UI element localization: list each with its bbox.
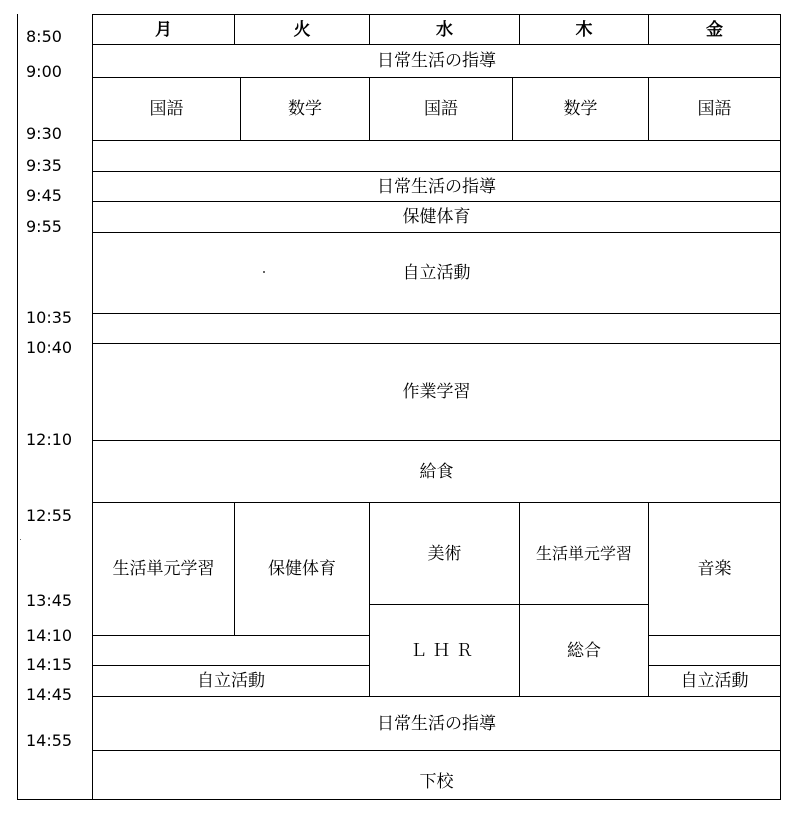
independent-activity-row: 自立活動	[402, 263, 471, 283]
class-mon-kokugo: 国語	[149, 99, 184, 119]
independent-activity-mon-tue: 自立活動	[197, 671, 265, 691]
time-column-left-border	[17, 14, 18, 800]
time-label: 12:10	[26, 430, 73, 449]
daily-guidance-afternoon: 日常生活の指導	[377, 713, 496, 734]
stray-mark	[20, 539, 21, 540]
time-label: 14:45	[26, 685, 73, 704]
time-label: 9:35	[26, 156, 62, 175]
row-line-1410-right	[648, 635, 781, 636]
dismissal-row: 下校	[419, 772, 454, 792]
time-label: 12:55	[26, 506, 73, 525]
health-pe-row: 保健体育	[402, 207, 471, 227]
time-label: 9:45	[26, 186, 62, 205]
day-header-wed: 水	[436, 19, 453, 40]
class-thu-life-unit: 生活単元学習	[535, 543, 632, 563]
table-right-border	[780, 14, 781, 800]
table-bottom-border	[17, 799, 781, 800]
work-study-row: 作業学習	[402, 382, 471, 402]
time-label: 14:10	[26, 626, 73, 645]
time-label: 10:40	[26, 338, 73, 357]
stray-mark	[263, 271, 265, 273]
class-wed-lhr: ＬＨＲ	[410, 640, 479, 661]
day-header-thu: 木	[575, 19, 593, 40]
time-label: 9:55	[26, 217, 62, 236]
time-label: 14:15	[26, 655, 73, 674]
class-wed-art: 美術	[427, 543, 462, 564]
class-fri-music: 音楽	[697, 559, 732, 579]
day-header-mon: 月	[155, 19, 172, 40]
class-tue-health-pe: 保健体育	[268, 559, 336, 579]
row-line-1410-left	[92, 635, 369, 636]
independent-activity-fri: 自立活動	[680, 671, 749, 691]
time-label: 13:45	[26, 591, 73, 610]
class-tue-sugaku: 数学	[288, 99, 322, 119]
class-thu-sugaku: 数学	[563, 99, 598, 119]
time-label: 8:50	[26, 27, 62, 46]
daily-guidance-morning: 日常生活の指導	[377, 51, 496, 71]
lunch-row: 給食	[419, 461, 454, 482]
time-label: 10:35	[26, 308, 73, 327]
class-mon-life-unit: 生活単元学習	[112, 559, 215, 579]
row-line-1035	[92, 313, 781, 314]
class-fri-kokugo: 国語	[697, 99, 732, 119]
daily-guidance-second: 日常生活の指導	[377, 176, 496, 197]
class-wed-kokugo: 国語	[424, 99, 458, 119]
day-header-tue: 火	[293, 19, 311, 40]
time-label: 9:30	[26, 124, 62, 143]
class-thu-integrated: 総合	[567, 640, 601, 661]
day-header-fri: 金	[706, 19, 723, 40]
time-label: 14:55	[26, 731, 73, 750]
row-line-930	[92, 140, 781, 141]
time-label: 9:00	[26, 62, 62, 81]
